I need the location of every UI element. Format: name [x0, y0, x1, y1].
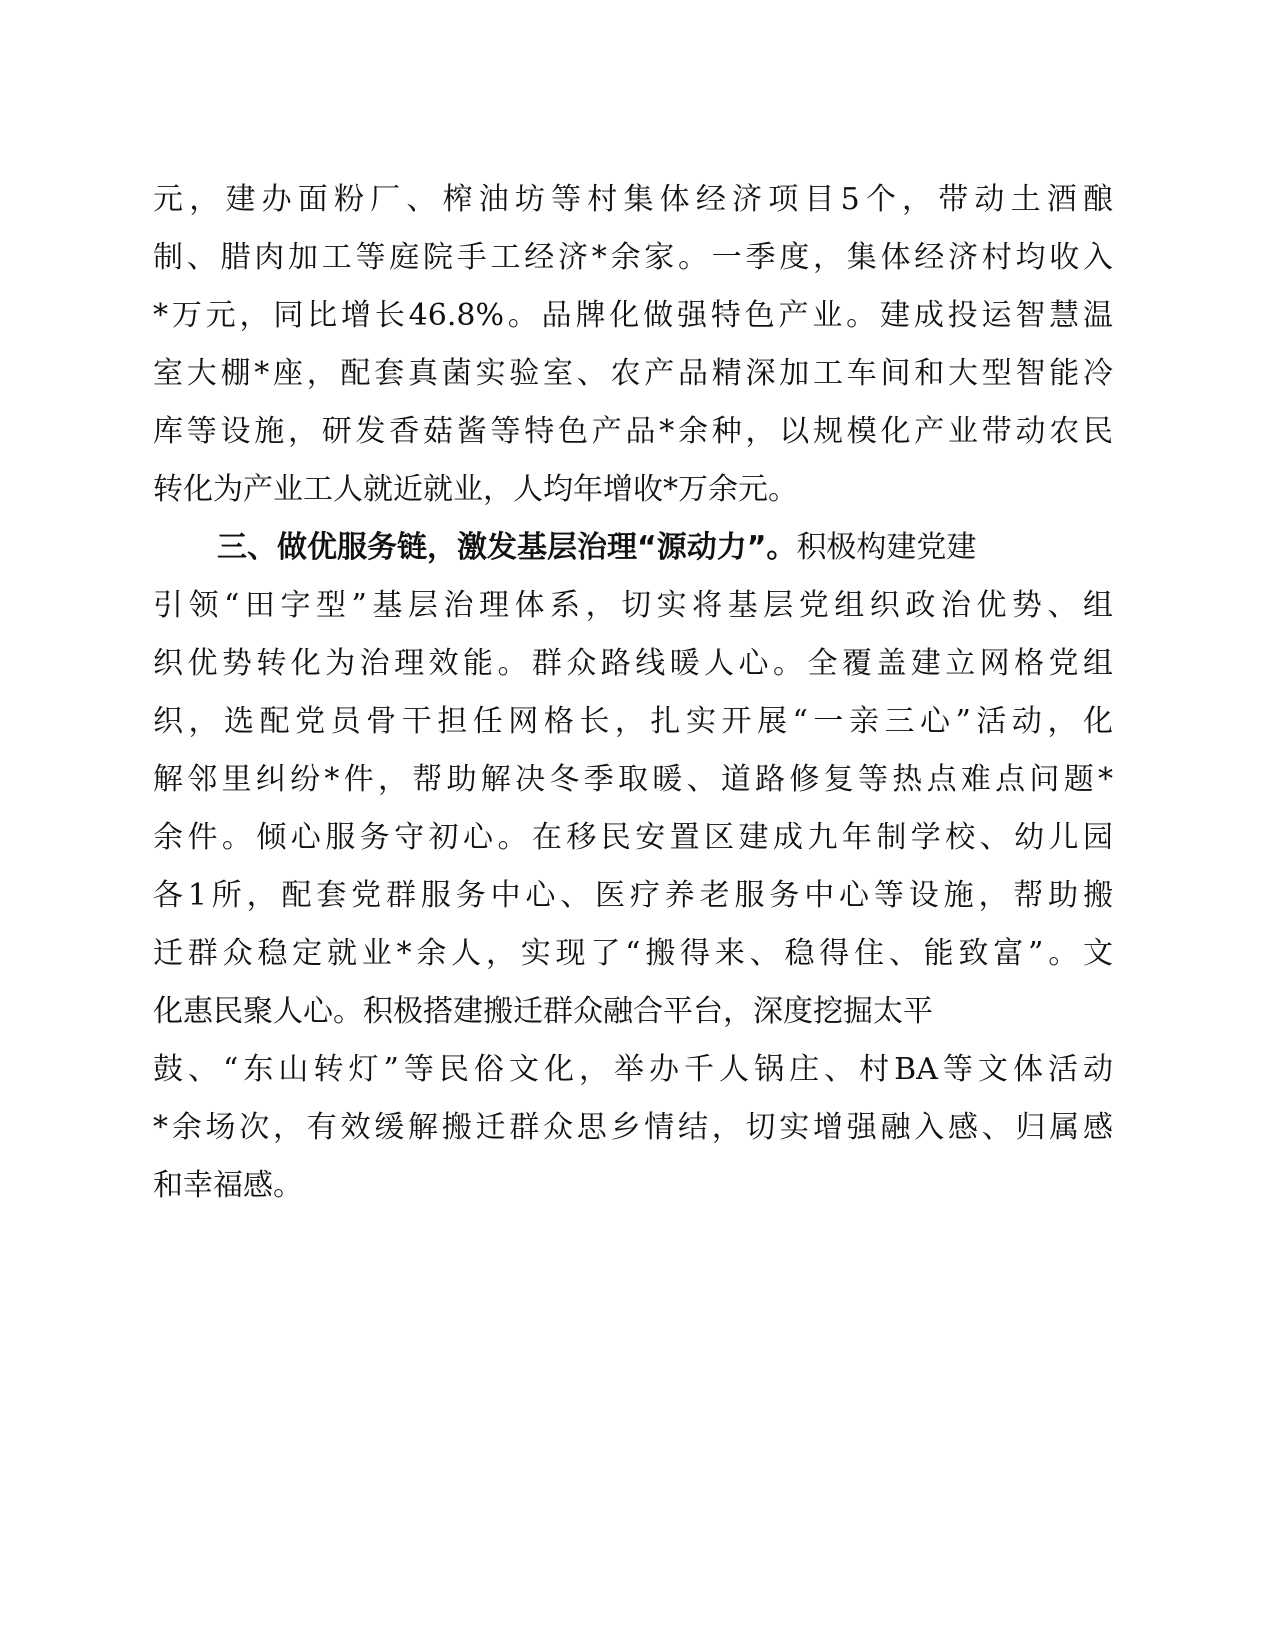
paragraph-line-1: 元，建办面粉厂、榨油坊等村集体经济项目5个，带动土酒酿	[153, 182, 1113, 217]
paragraph-line-6: 转化为产业工人就近就业，人均年增收*万余元。	[153, 472, 798, 507]
section-line-11: 和幸福感。	[153, 1168, 303, 1203]
section-heading: 三、做优服务链，激发基层治理“源动力”。	[217, 530, 797, 565]
paragraph-line-5: 库等设施，研发香菇酱等特色产品*余种，以规模化产业带动农民	[153, 414, 1113, 449]
section-line-7: 迁群众稳定就业*余人，实现了“搬得来、稳得住、能致富”。文	[153, 936, 1113, 971]
section-line-3: 织，选配党员骨干担任网格长，扎实开展“一亲三心”活动，化	[153, 704, 1113, 739]
section-line-8: 化惠民聚人心。积极搭建搬迁群众融合平台，深度挖掘太平	[153, 994, 933, 1029]
paragraph-line-2: 制、腊肉加工等庭院手工经济*余家。一季度，集体经济村均收入	[153, 240, 1113, 275]
section-line-4: 解邻里纠纷*件，帮助解决冬季取暖、道路修复等热点难点问题*	[153, 762, 1113, 797]
section-line-5: 余件。倾心服务守初心。在移民安置区建成九年制学校、幼儿园	[153, 820, 1113, 855]
section-line-10: *余场次，有效缓解搬迁群众思乡情结，切实增强融入感、归属感	[153, 1110, 1113, 1145]
section-line-9: 鼓、“东山转灯”等民俗文化，举办千人锅庄、村BA等文体活动	[153, 1052, 1113, 1087]
section-heading-rest: 积极构建党建	[796, 530, 977, 565]
section-heading-line	[217, 516, 1113, 580]
section-line-1: 引领“田字型”基层治理体系，切实将基层党组织政治优势、组	[153, 588, 1113, 623]
section-line-6: 各1所，配套党群服务中心、医疗养老服务中心等设施，帮助搬	[153, 878, 1113, 913]
paragraph-line-4: 室大棚*座，配套真菌实验室、农产品精深加工车间和大型智能冷	[153, 356, 1113, 391]
paragraph-line-3: *万元，同比增长46.8%。品牌化做强特色产业。建成投运智慧温	[153, 298, 1113, 333]
section-line-2: 织优势转化为治理效能。群众路线暖人心。全覆盖建立网格党组	[153, 646, 1113, 681]
